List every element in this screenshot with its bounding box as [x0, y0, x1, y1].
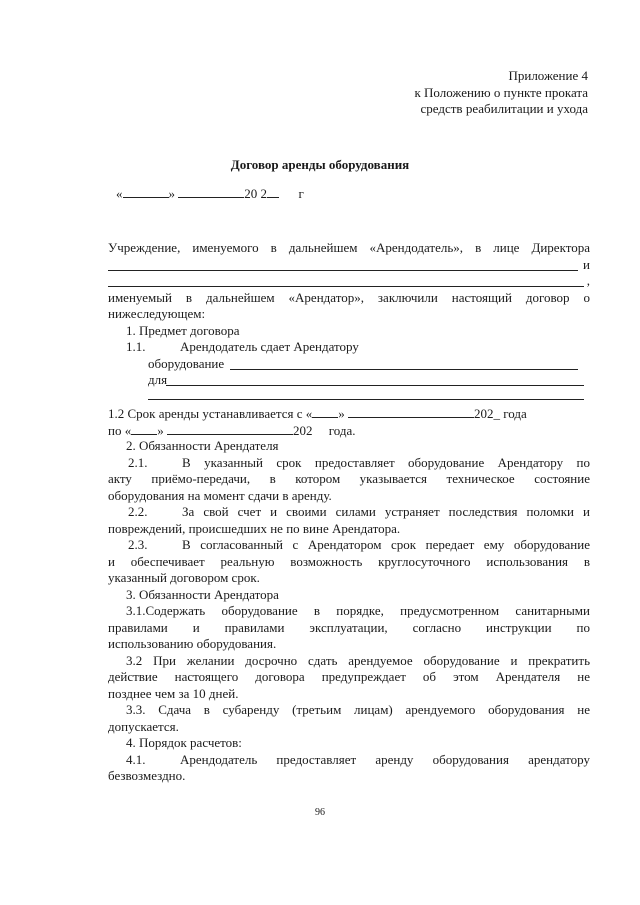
- purpose-blank: [166, 385, 584, 386]
- equipment-label: оборудование: [148, 355, 225, 371]
- item-3-2-line-3: позднее чем за 10 дней.: [108, 685, 239, 701]
- page-number: 96: [315, 807, 325, 818]
- item-2-1-line-1: [108, 455, 590, 472]
- item-2-3-line-2: и обеспечивает реальную возможность круглосуточного использования в: [108, 553, 590, 569]
- item-2-1-line-2: акту приёмо-передачи, в котором указывается техническое состояние: [108, 471, 590, 486]
- item-2-3-line-1: [108, 537, 590, 554]
- term-from: 1.2 Срок аренды устанавливается с «: [108, 406, 313, 421]
- item-4-1-text-1: Арендодатель предоставляет аренду оборудования арендатору: [180, 751, 590, 767]
- item-3-3-line-1: 3.3. Сдача в субаренду (третьим лицам) арендуемого оборудования не: [126, 702, 590, 717]
- section-4-heading: 4. Порядок расчетов:: [126, 735, 242, 750]
- item-4-1-line-1: [108, 752, 590, 769]
- term-from-month-blank: [348, 405, 474, 418]
- date-line: [116, 185, 304, 202]
- term-to-month-blank: [167, 422, 293, 435]
- item-2-2-line-2: повреждений, происшедших не по вине Арендатора.: [108, 520, 401, 536]
- item-2-2-text-1: За свой счет и своими силами устраняет последствия поломки и: [182, 504, 590, 519]
- intro-line-4: именуемый в дальнейшем «Арендатор», заключили настоящий договор о: [108, 289, 590, 305]
- item-2-3-text-1: В согласованный с Арендатором срок передает ему оборудование: [182, 537, 590, 552]
- year-prefix: 20 2: [244, 186, 267, 201]
- day-blank: [123, 185, 169, 198]
- item-1-1-number: 1.1.: [126, 339, 146, 354]
- term-from-close: »: [338, 406, 345, 421]
- term-from-day-blank: [312, 405, 338, 418]
- purpose-line: [108, 372, 590, 389]
- item-2-1-line-3: оборудования на момент сдачи в аренду.: [108, 487, 332, 503]
- item-2-1-number: 2.1.: [128, 454, 148, 470]
- term-to-year: 202: [292, 422, 313, 438]
- item-2-2-line-1: [108, 504, 590, 521]
- section-1-heading: 1. Предмет договора: [126, 322, 240, 338]
- equipment-blank: [230, 369, 578, 370]
- intro-line-1: Учреждение, именуемого в дальнейшем «Арендодатель», в лице Директора: [108, 240, 590, 255]
- year-blank: [267, 185, 279, 198]
- item-2-2-number: 2.2.: [128, 504, 148, 519]
- purpose-line-2: [108, 389, 590, 406]
- term-to: по «: [108, 422, 132, 438]
- section-3-heading: 3. Обязанности Арендатора: [126, 586, 279, 602]
- intro-and: и: [583, 256, 590, 272]
- purpose-blank-2: [148, 399, 584, 400]
- term-line-1: [108, 405, 590, 422]
- purpose-label: для: [148, 372, 168, 387]
- intro-comma: ,: [586, 273, 590, 288]
- annex-line-3: средств реабилитации и ухода: [420, 101, 588, 116]
- intro-line-3: [108, 273, 590, 290]
- annex-line-2: к Положению о пункте проката: [414, 84, 588, 100]
- item-2-3-line-3: указанный договором срок.: [108, 570, 260, 585]
- term-to-close: »: [157, 422, 164, 438]
- tenant-name-blank: [108, 286, 584, 287]
- section-1-item: [108, 339, 590, 356]
- item-3-2-line-2: действие настоящего договора предупреждает об этом Арендателя не: [108, 669, 590, 684]
- year-suffix: г: [298, 186, 304, 201]
- item-3-2-line-1: 3.2 При желании досрочно сдать арендуемое оборудование и прекратить: [126, 652, 590, 668]
- annex-header: [414, 68, 588, 118]
- director-name-blank: [108, 270, 578, 271]
- term-to-end: года.: [328, 422, 356, 438]
- document-title: Договор аренды оборудования: [230, 157, 410, 172]
- item-3-1-line-3: использованию оборудования.: [108, 636, 277, 651]
- term-to-day-blank: [131, 422, 157, 435]
- term-line-2: [108, 422, 590, 439]
- item-3-1-line-1: 3.1.Содержать оборудование в порядке, предусмотренном санитарными: [126, 603, 590, 618]
- item-3-1-line-2: правилами и правилами эксплуатации, согласно инструкции по: [108, 619, 590, 635]
- contract-body: [108, 240, 590, 785]
- item-2-3-number: 2.3.: [128, 537, 148, 552]
- intro-line-5: нижеследующем:: [108, 306, 206, 321]
- intro-line-2: [108, 257, 590, 274]
- item-3-3-line-2: допускается.: [108, 718, 179, 734]
- term-from-year: 202_ года: [473, 406, 527, 421]
- annex-line-1: Приложение 4: [508, 68, 588, 83]
- item-4-1-number: 4.1.: [126, 751, 146, 767]
- section-2-heading: 2. Обязанности Арендателя: [126, 438, 279, 453]
- date-close-quote: »: [168, 186, 175, 201]
- month-blank: [178, 185, 244, 198]
- date-open-quote: «: [116, 186, 123, 201]
- item-2-1-text-1: В указанный срок предоставляет оборудование Арендатору по: [182, 454, 590, 470]
- item-4-1-line-2: безвозмездно.: [108, 768, 186, 783]
- item-1-1-text: Арендодатель сдает Арендатору: [180, 339, 359, 354]
- equipment-line: [108, 356, 590, 373]
